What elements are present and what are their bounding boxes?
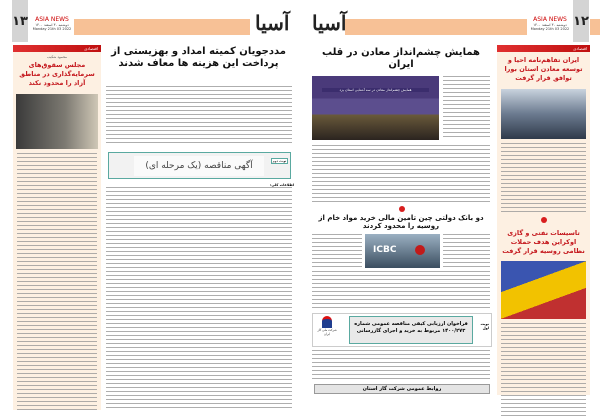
sidebar-headline[interactable]: ایران تفاهم‌نامه احیا و توسعه معادن استان بورا توافق قرار گرفت xyxy=(504,56,583,82)
sidebar-headline[interactable]: مجلس سقوق‌های سرمایه‌گذاری در مناطق آزاد را محدود نکند xyxy=(19,61,95,87)
kicker: محمود شکیب xyxy=(47,55,67,59)
article-text xyxy=(312,271,490,310)
icbc-photo xyxy=(365,234,440,268)
main-headline[interactable]: مددجویان کمیته امداد و بهزیستی از پرداخت این هزینه ها معاف شدند xyxy=(111,46,286,69)
header-band xyxy=(345,19,527,35)
gas-tender-ad xyxy=(312,313,492,347)
gas-company-logo: شرکت ملی گاز ایران xyxy=(315,316,339,344)
logo: آسیا xyxy=(312,11,347,35)
main-headline[interactable]: همایش چشم‌انداز معادن در قلب ایران xyxy=(322,47,480,70)
photo-banner: همایش چشم‌انداز معادن در سه آشنایی استان یزد xyxy=(322,88,429,92)
masthead: ASIA NEWS دوشنبه ۳۰ اسفند ۱۴۰۰ Monday 21th 03 2022 xyxy=(530,16,570,31)
sidebar-headline-2[interactable]: تاسیسات نفتی و گازی اوکراین هدف حملات نظامی روسیه قرار گرفت xyxy=(502,229,585,255)
masthead: ASIA NEWS دوشنبه ۳۰ اسفند ۱۴۰۰ Monday 21th 03 2022 xyxy=(32,16,72,31)
header-band xyxy=(74,19,250,35)
ad-round: نوبت دوم xyxy=(272,159,287,163)
second-headline[interactable]: دو بانک دولتی چین تامین مالی خرید مواد خام از روسیه را محدود کردند xyxy=(318,214,484,230)
ad-subtitle: اطلاعات کلی: xyxy=(270,183,294,187)
section-label: اقتصادی xyxy=(13,45,101,52)
icbc-sign: ICBC xyxy=(373,245,397,255)
article-text xyxy=(501,143,586,213)
article-text xyxy=(17,153,97,413)
header-band-edge xyxy=(590,19,600,35)
ad-text xyxy=(312,350,490,382)
person-photo xyxy=(16,94,98,149)
section-label: اقتصادی xyxy=(497,45,590,52)
ad-text xyxy=(106,187,292,409)
ad-title: فراخوان ارزیابی کیفی مناقصه عمومی شماره ۱۴۰۰/۲۷۳ مربوط به خرید و اجرای گازرسانی xyxy=(349,316,473,344)
page-number: ۱۳ xyxy=(12,0,28,42)
separator-dot xyxy=(541,217,547,223)
logo: آسیا xyxy=(255,11,290,35)
sidebar xyxy=(497,45,590,395)
ad-title: آگهی مناقصه (یک مرحله ای) xyxy=(134,156,264,176)
sidebar xyxy=(13,45,101,410)
article-text xyxy=(106,86,292,145)
page-number: ۱۲ xyxy=(573,0,589,42)
tender-ad xyxy=(108,152,291,179)
ad-round: نوبت اول xyxy=(480,322,489,330)
conference-photo xyxy=(312,76,439,140)
ukraine-photo xyxy=(501,261,586,319)
article-text xyxy=(312,145,490,203)
article-text xyxy=(443,76,490,140)
article-text xyxy=(312,234,362,268)
article-text xyxy=(501,323,586,418)
meeting-photo xyxy=(501,89,586,139)
article-text xyxy=(443,234,490,268)
footer-banner: روابط عمومی شرکت گاز استان xyxy=(314,384,490,394)
separator-dot xyxy=(399,206,405,212)
